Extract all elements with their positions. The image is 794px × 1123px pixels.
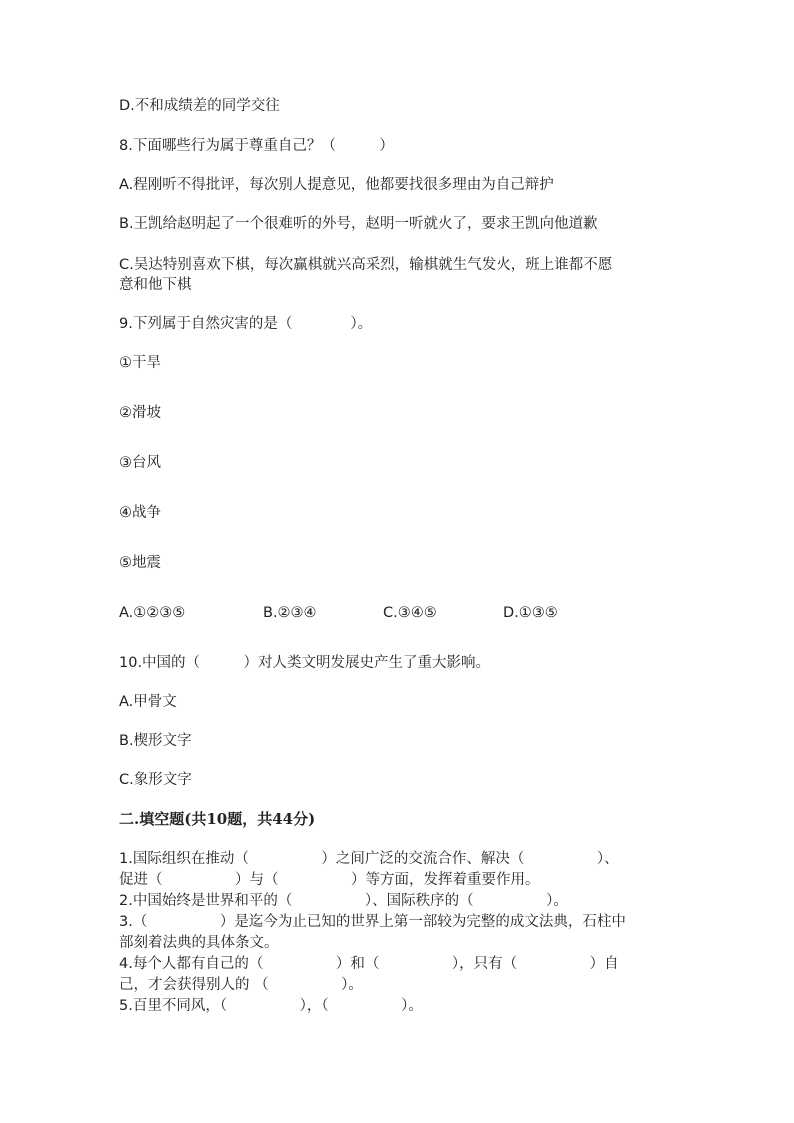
fill-blank-q1-line-1: 1.国际组织在推动（ ）之间广泛的交流合作、解决（ ）、 (119, 851, 619, 867)
question-8-option-c-line-2: 意和他下棋 (119, 277, 192, 293)
question-9-item-3: ③台风 (119, 455, 161, 471)
question-10-option-c: C.象形文字 (119, 772, 192, 788)
question-9-stem: 9.下列属于自然灾害的是（ ）。 (119, 316, 373, 332)
question-9-option-c: C.③④⑤ (383, 605, 437, 621)
question-10-stem: 10.中国的（ ）对人类文明发展史产生了重大影响。 (119, 655, 491, 671)
section-heading-fill-in-blank: 二.填空题(共10题，共44分) (119, 810, 316, 828)
fill-blank-q3-line-1: 3.（ ）是迄今为止已知的世界上第一部较为完整的成文法典，石柱中 (119, 914, 626, 930)
question-9-item-1: ①干旱 (119, 355, 161, 371)
fill-blank-q3-line-2: 部刻着法典的具体条文。 (119, 935, 279, 951)
question-10-option-a: A.甲骨文 (119, 694, 177, 710)
fill-blank-q5: 5.百里不同风，（ ），（ ）。 (119, 998, 423, 1014)
fill-blank-q1-line-2: 促进（ ）与（ ）等方面，发挥着重要作用。 (119, 872, 540, 888)
question-7-option-d: D.不和成绩差的同学交往 (119, 98, 280, 114)
question-8-stem: 8.下面哪些行为属于尊重自己？（ ） (119, 138, 394, 154)
question-9-options (119, 603, 679, 623)
fill-blank-q4-line-1: 4.每个人都有自己的（ ）和（ ），只有（ ）自 (119, 956, 619, 972)
question-10-option-b: B.楔形文字 (119, 733, 192, 749)
question-9-option-a: A.①②③⑤ (119, 605, 186, 621)
question-9-option-d: D.①③⑤ (503, 605, 558, 621)
fill-blank-q4-line-2: 己，才会获得别人的 （ ）。 (119, 977, 363, 993)
question-9-option-b: B.②③④ (263, 605, 317, 621)
question-8-option-b: B.王凯给赵明起了一个很难听的外号，赵明一听就火了，要求王凯向他道歉 (119, 216, 598, 232)
question-8-option-c-line-1: C.吴达特别喜欢下棋，每次赢棋就兴高采烈，输棋就生气发火，班上谁都不愿 (119, 257, 613, 273)
question-8-option-a: A.程刚听不得批评，每次别人提意见，他都要找很多理由为自己辩护 (119, 177, 554, 193)
fill-blank-q2: 2.中国始终是世界和平的（ ）、国际秩序的（ ）。 (119, 893, 568, 909)
question-9-item-5: ⑤地震 (119, 555, 161, 571)
question-9-item-4: ④战争 (119, 505, 161, 521)
question-9-item-2: ②滑坡 (119, 405, 161, 421)
